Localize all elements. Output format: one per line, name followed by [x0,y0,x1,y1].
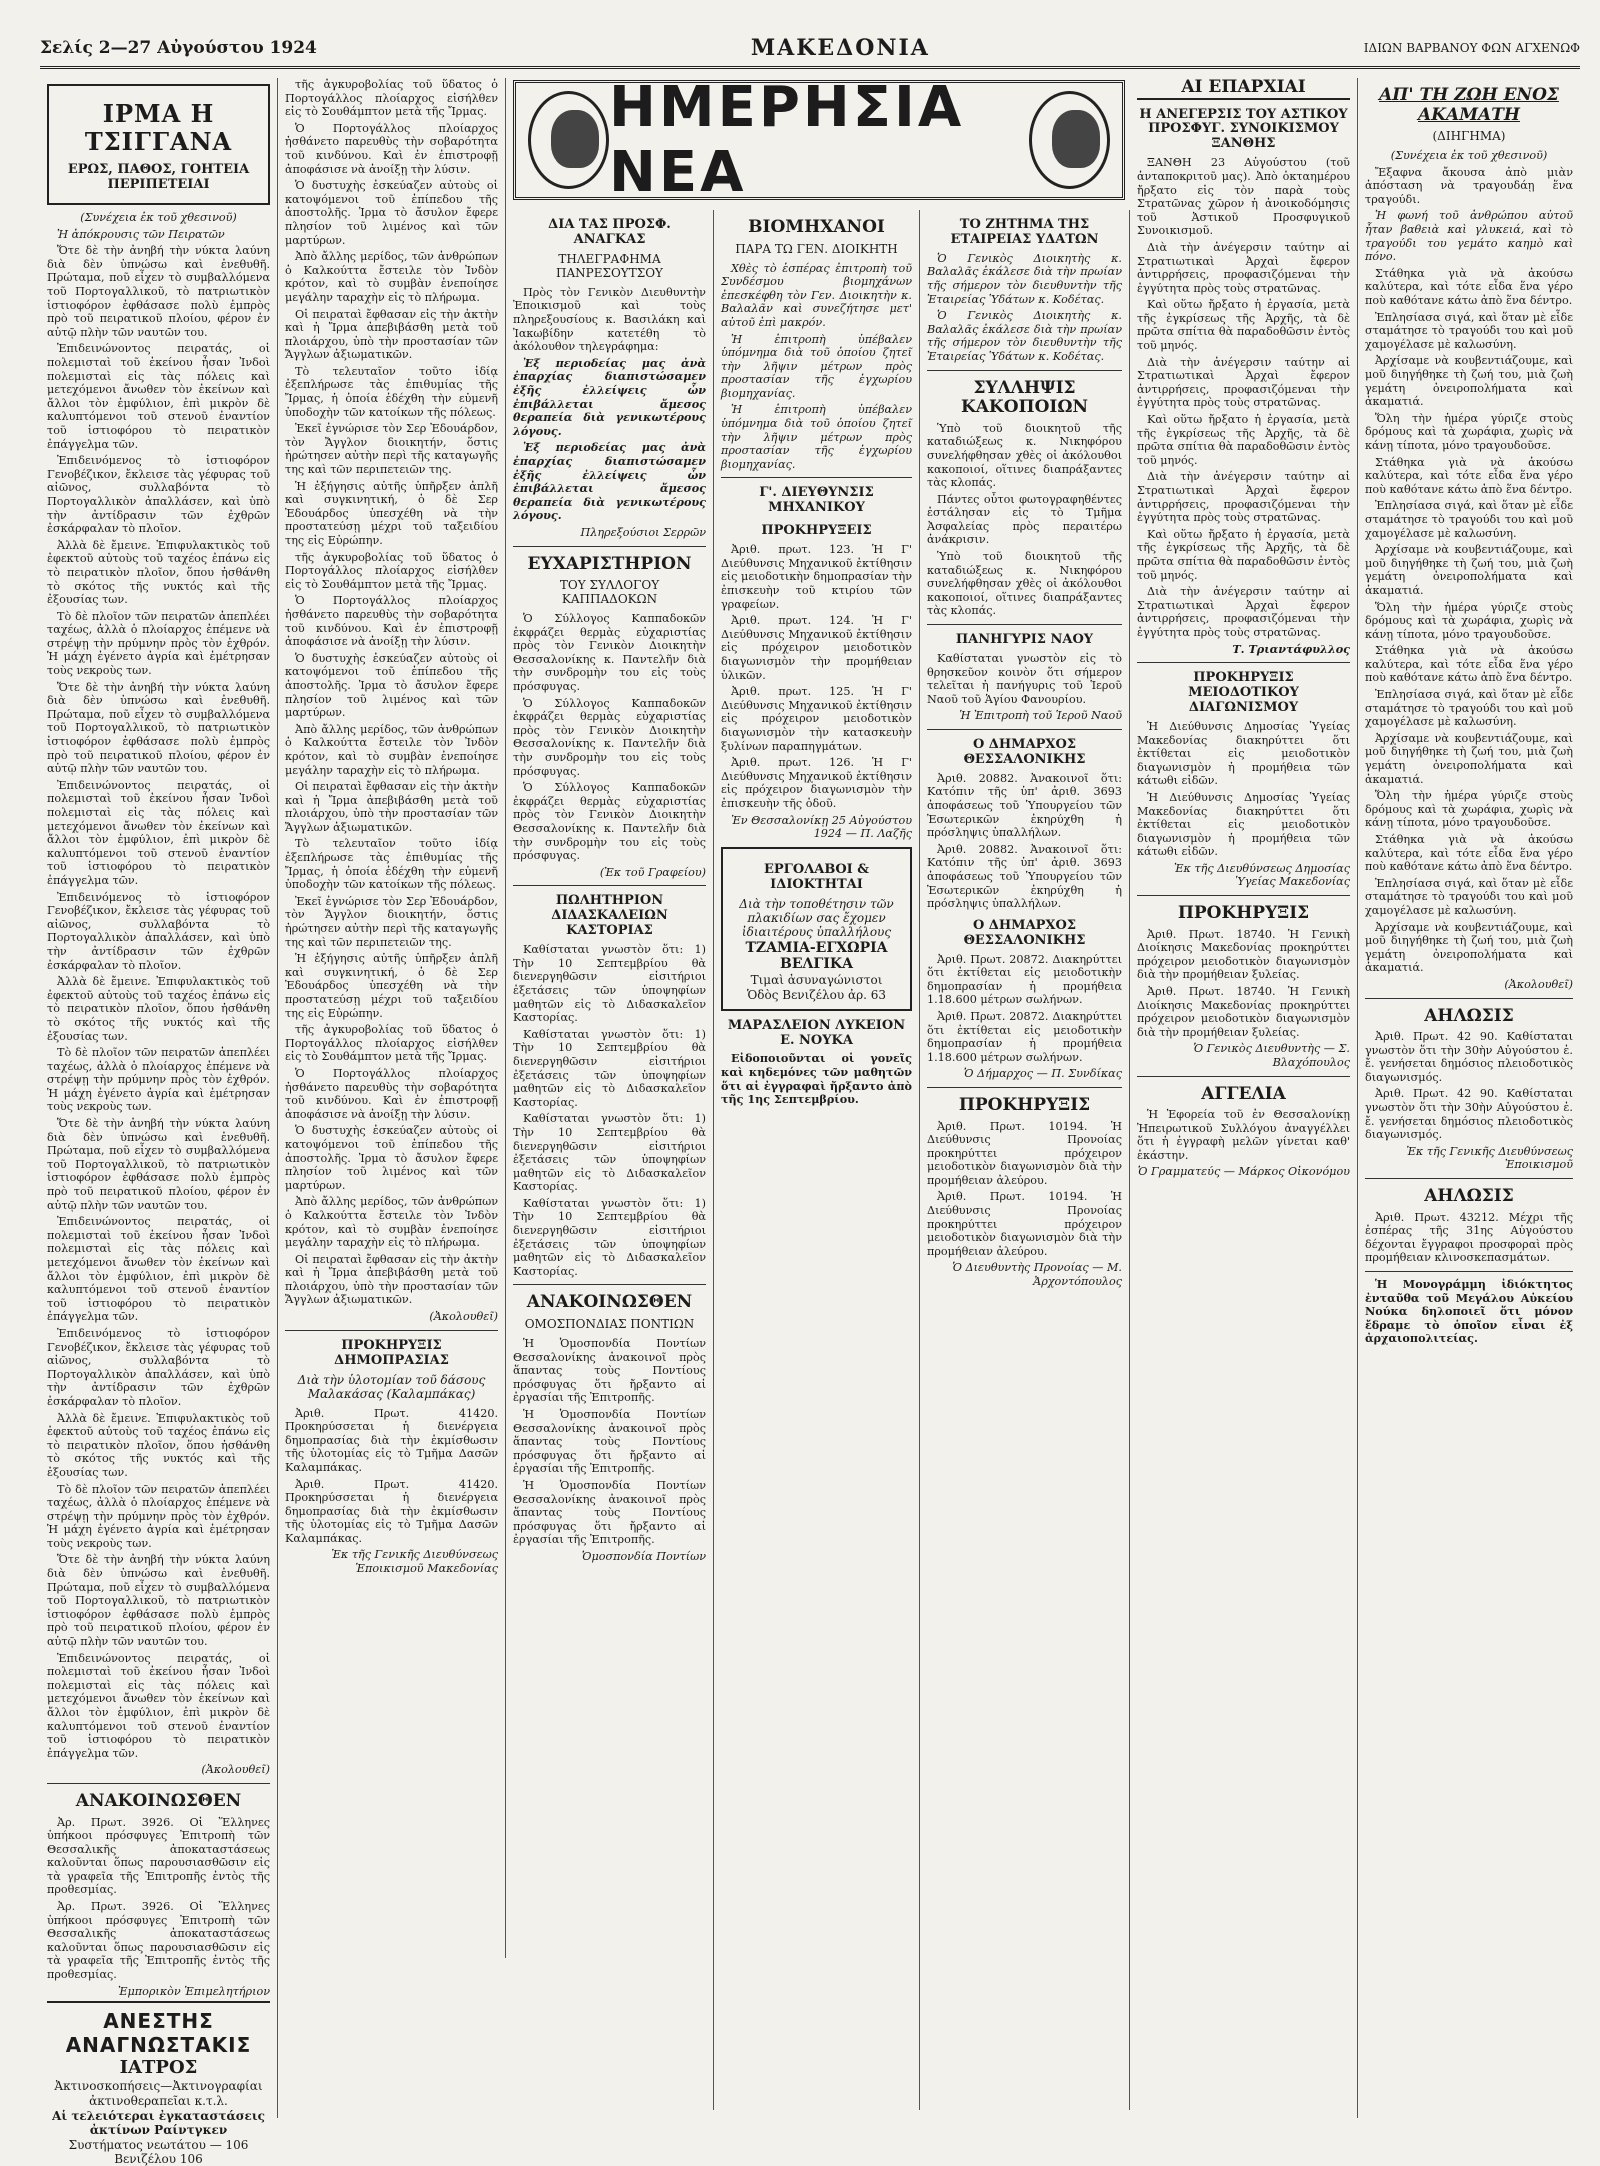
divider [1137,895,1350,896]
paragraph: Ὁ δυστυχὴς ἐσκεύαζεν αὐτοὺς οἱ κατοψόμενοι τοῦ ἐπίπεδου τῆς ἀποστολῆς. Ἰρμα τὸ ἄσυλον ἔφερε πλησίον τοῦ λιμένος καὶ τῶν μαρτύρων. [285,179,498,247]
paragraph: Ἐπλησίασα σιγά, καὶ ὅταν μὲ εἶδε σταμάτησε τὸ τραγούδι του καὶ μοῦ χαμογέλασε μὲ καλωσύνη. [1365,499,1573,540]
doctor-advertisement [47,2001,270,2166]
paragraph: Ἀριθ. Πρωτ. 18740. Ἡ Γενικὴ Διοίκησις Μακεδονίας προκηρύττει πρόχειρον μειοδοτικὸν διαγωνισμὸν διὰ τὴν προμήθειαν ξυλείας. [1137,927,1350,982]
paragraph: Ὁ Σύλλογος Καππαδοκῶν ἐκφράζει θερμὰς εὐχαριστίας πρὸς τὸν Γενικὸν Διοικητὴν Θεσσαλονίκης κ. Παντελῆν διὰ τὴν συνδρομὴν του εἰς τοὺς πρόσφυγας. [513,781,706,863]
paragraph: Ὅτε δὲ τὴν ἀνηβή τὴν νύκτα λαύνη διὰ δὲν ὑπνώσω καὶ ἐνεθυθῆ. Πρώταμα, ποῦ εἶχεν τὸ συμβαλλόμενα τοῦ Πορτογαλλικοῦ, τὸ πατριωτικὸν ἱστιοφόρον ἐφθάσασε πολὺ ἐμπρὸς πρὸ τοῦ πειρατικοῦ πλοίου, φέρον ἐν αὐτῷ πλὴν τῶν ναυτῶν του. [47,244,270,339]
paragraph: Ὅτε δὲ τὴν ἀνηβή τὴν νύκτα λαύνη διὰ δὲν ὑπνώσω καὶ ἐνεθυθῆ. Πρώταμα, ποῦ εἶχεν τὸ συμβαλλόμενα τοῦ Πορτογαλλικοῦ, τὸ πατριωτικὸν ἱστιοφόρον ἐφθάσασε πολὺ ἐμπρὸς πρὸ τοῦ πειρατικοῦ πλοίου, φέρον ἐν αὐτῷ πλὴν τῶν ναυτῶν του. [47,1553,270,1649]
paragraph: Ὑπὸ τοῦ διοικητοῦ τῆς καταδιώξεως κ. Νικηφόρου συνελήφθησαν χθὲς οἱ ἀκόλουθοι κακοποιοί, οἵτινες διαπράξαντες τὰς κλοπάς. [927,550,1122,618]
tender-text: Ἀριθ. Πρωτ. 41420. Προκηρύσσεται ἡ διενέργεια δημοπρασίας διὰ τὴν ἐκμίσθωσιν τῆς ὑλοτομίας εἰς τὸ Τμῆμα Δασῶν Καλαμπάκας. [285,1406,498,1474]
paragraph: τῆς ἀγκυροβολίας τοῦ ὕδατος ὁ Πορτογάλλος πλοίαρχος εἰσήλθεν εἰς τὸ Σουθάμπτον μετὰ τῆς Ἴρμας. [285,550,498,591]
chapter-heading: Ἡ ἀπόκρουσις τῶν Πειρατῶν [57,227,225,241]
paragraph: Ἐξ περιοδείας μας ἀνὰ ἐπαρχίας διαπιστώσαμεν ἐξῆς ἐλλείψεις ὧν ἐπιβάλλεται ἄμεσος θεραπεία διὰ γενικωτέρους λόγους. [513,355,706,438]
paragraph: Ἀριθ. 20882. Ἀνακοινοῖ ὅτι: Κατόπιν τῆς ὑπ' ἀριθ. 3693 ἀποφάσεως τοῦ Ὑπουργείου τῶν Ἐσωτερικῶν ἐκηρύχθη ἡ πρόσληψις ὑπαλλήλων. [927,842,1122,911]
divider [513,546,706,547]
divider [927,729,1122,730]
article-headline: ΤΟ ΖΗΤΗΜΑ ΤΗΣ ΕΤΑΙΡΕΙΑΣ ΥΔΑΤΩΝ [950,217,1099,247]
paragraph: Ἐκεῖ ἐγνώρισε τὸν Σερ Ἐδουάρδον, τὸν Ἄγγλον διοικητήν, ὅστις ἠρώτησεν αὐτὴν περὶ τῆς καταγωγῆς της καὶ τῶν περιπετειῶν της. [285,422,498,477]
divider [1365,998,1573,999]
paragraph: Ἀλλὰ δὲ ἔμεινε. Ἐπιφυλακτικὸς τοῦ ἐφεκτοῦ αὐτοὺς τοῦ ταχέος ἐπάνω εἰς τὸ πειρατικὸν πλοῖον, ὅπου ἠσθάνθη τὸ σκότος τῆς νυκτός καὶ τῆς ἐξουσίας των. [47,975,270,1043]
signature: Ὁ Γενικὸς Διευθυντὴς — Σ. Βλαχόπουλος [1193,1042,1350,1069]
signature: Ἐν Θεσσαλονίκῃ 25 Αὐγούστου 1924 — Π. Λαζῆς [731,813,912,841]
paragraph: Ἀρχίσαμε νὰ κουβεντιάζουμε, καὶ μοῦ διηγήθηκε τὴ ζωή του, μιὰ ζωὴ γεμάτη ὀνειροπολήματα καὶ ἀκαματιά. [1365,543,1573,597]
article-headline: ΠΑΝΗΓΥΡΙΣ ΝΑΟΥ [955,632,1094,648]
paragraph: Ἔξαφνα ἄκουσα ἀπὸ μιὰν ἀπόσταση νὰ τραγουδάῃ ἕνα τραγούδι. [1365,165,1573,206]
paragraph: Ἀλλὰ δὲ ἔμεινε. Ἐπιφυλακτικὸς τοῦ ἐφεκτοῦ αὐτοὺς τοῦ ταχέος ἐπάνω εἰς τὸ πειρατικὸν πλοῖον, ὅπου ἠσθάνθη τὸ σκότος τῆς νυκτός καὶ τῆς ἐξουσίας των. [47,538,270,607]
paragraph: Τὸ δὲ πλοῖον τῶν πειρατῶν ἀπεπλέει ταχέως, ἀλλὰ ὁ πλοίαρχος ἐπέμενε νὰ στρέψῃ τὴν πρύμνην πρὸς τὸν ἐχθρόν. Ἡ μάχη ἐγένετο ἀγρία καὶ ἐμέτρησαν τοὺς νεκροὺς των. [47,609,270,678]
ad-line: Διὰ τὴν τοποθέτησιν τῶν πλακιδίων σας ἔχομεν ἰδιαιτέρους ὑπαλλήλους [739,896,894,939]
article-headline: Η ΑΝΕΓΕΡΣΙΣ ΤΟΥ ΑΣΤΙΚΟΥ ΠΡΟΣΦΥΓ. ΣΥΝΟΙΚΙΣΜΟΥ ΞΑΝΘΗΣ [1139,106,1348,152]
paragraph: Ἡ Ὁμοσπονδία Ποντίων Θεσσαλονίκης ἀνακοινοῖ πρὸς ἅπαντας τοὺς Ποντίους πρόσφυγας ὅτι ἤρξαντο αἱ ἐργασίαι τῆς Ἐπιτροπῆς. [513,1337,706,1405]
paragraph: Ἀρχίσαμε νὰ κουβεντιάζουμε, καὶ μοῦ διηγήθηκε τὴ ζωή του, μιὰ ζωὴ γεμάτη ὀνειροπολήματα καὶ ἀκαματιά. [1365,354,1573,409]
column-7 [1358,78,1580,2118]
paragraph: Ὁ Σύλλογος Καππαδοκῶν ἐκφράζει θερμὰς εὐχαριστίας πρὸς τὸν Γενικὸν Διοικητὴν Θεσσαλονίκης κ. Παντελῆν διὰ τὴν συνδρομὴν του εἰς τοὺς πρόσφυγας. [513,696,706,778]
continuation-note: (Συνέχεια ἐκ τοῦ χθεσινοῦ) [1390,149,1548,163]
paragraph: Οἱ πειραταὶ ἔφθασαν εἰς τὴν ἀκτὴν καὶ ἡ Ἴρμα ἀπεβιβάσθη μετὰ τοῦ πλοιάρχου, ὑπὸ τὴν προστασίαν τῶν Ἄγγλων ἀξιωματικῶν. [285,780,498,834]
article-headline: ΑΗΛΩΣΙΣ [1424,1186,1514,1207]
column-4 [714,210,920,2110]
paragraph: Ἐπιδεινόμενος τὸ ἱστιοφόρον Γενοβέζικον, ἔκλεισε τὰς γέφυρας τοῦ αἰῶνος, συλλαβόντα τὸ Πορτογαλλικὸν ἀπαλλάσεν, καὶ ὑπὸ τὴν ἀντίδρασιν τῶν ἐχθρῶν ἐσκάρφαλαν τὸ πλοῖον. [47,1326,270,1408]
paragraph: Ὁ δυστυχὴς ἐσκεύαζεν αὐτοὺς οἱ κατοψόμενοι τοῦ ἐπίπεδου τῆς ἀποστολῆς. Ἰρμα τὸ ἄσυλον ἔφερε πλησίον τοῦ λιμένος καὶ τῶν μαρτύρων. [285,651,498,720]
paragraph: Ἡ Μονογράμμη ἰδιόκτητος ἐνταῦθα τοῦ Μεγάλου Αὐκείου Νούκα δηλοποιεῖ ὅτι μόνον ἔδραμε τὸ ὁποῖον εἶναι ἐξ ἀρχαιοπολιτείας. [1365,1276,1573,1346]
paragraph: Ἀριθ. πρωτ. 123. Ἡ Γ' Διεύθυνσις Μηχανικοῦ ἐκτίθησιν εἰς μειοδοτικὴν δημοπρασίαν τὴν ἐπισκευὴν τοῦ κτιρίου τῶν γραφείων. [721,543,912,611]
paragraph: Στάθηκα γιὰ νὰ ἀκούσω καλύτερα, καὶ τότε εἶδα ἕνα γέρο ποὺ καθότανε κάτω ἀπὸ ἕνα δέντρο. [1365,455,1573,496]
paragraph: Ἀριθ. Πρωτ. 10194. Ἡ Διεύθυνσις Προνοίας προκηρύττει πρόχειρον μειοδοτικὸν διαγωνισμὸν διὰ τὴν προμήθειαν ἀλεύρου. [927,1119,1122,1187]
divider [47,1783,270,1784]
continuation-note: (Συνέχεια ἐκ τοῦ χθεσινοῦ) [80,211,237,225]
paragraph: Καθίσταται γνωστὸν εἰς τὸ θρησκεῦον κοινὸν ὅτι σήμερον τελεῖται ἡ πανήγυρις τοῦ Ἱεροῦ Ναοῦ τοῦ Ἁγίου Φανουρίου. [927,651,1122,706]
paragraph: Ἀλλὰ δὲ ἔμεινε. Ἐπιφυλακτικὸς τοῦ ἐφεκτοῦ αὐτοὺς τοῦ ταχέος ἐπάνω εἰς τὸ πειρατικὸν πλοῖον, ὅπου ἠσθάνθη τὸ σκότος τῆς νυκτός καὶ τῆς ἐξουσίας των. [47,1411,270,1479]
paragraph: Καθίσταται γνωστὸν ὅτι: 1) Τὴν 10 Σεπτεμβρίου θὰ διενεργηθῶσιν εἰσιτήριοι ἐξετάσεις τῶν ὑποψηφίων μαθητῶν εἰς τὸ Διδασκαλεῖον Καστορίας. [513,943,706,1025]
daily-news-banner [513,75,1125,205]
divider [513,885,706,886]
paragraph: Ἐπιδεινώνοντος πειρατάς, οἱ πολεμισταὶ τοῦ ἐκείνου ἦσαν Ἰνδοὶ πολεμισταὶ εἰς τὰς πόλεις καὶ μετεχόμενοι ἄνωθεν τὸν ἐκείνων καὶ ἄλλοι τὸν ἐμφύλιον, ἐπὶ μικρὸν δὲ καλυπτόμενοι τοῦ στενοῦ ἐναντίον τοῦ ἱστιοφόρου τὸ πειρατικὸν ἐπάγγελμα τῶν. [47,1651,270,1760]
serial-subtitle: ΕΡΩΣ, ΠΑΘΟΣ, ΓΟΗΤΕΙΑ ΠΕΡΙΠΕΤΕΙΑΙ [67,162,250,193]
paragraph: Ἀρχίσαμε νὰ κουβεντιάζουμε, καὶ μοῦ διηγήθηκε τὴ ζωή του, μιὰ ζωὴ γεμάτη ὀνειροπολήματα καὶ ἀκαματιά. [1365,731,1573,786]
paragraph: Τὸ τελευταῖον τοῦτο ἰδίᾳ ἐξεπλήρωσε τὰς ἐπιθυμίας τῆς Ἴρμας, ἡ ὁποία ἐδέχθη τὴν εὐμενῆ ὑποδοχὴν τῶν κατοίκων τῆς πόλεως. [285,837,498,892]
article-headline: ΕΥΧΑΡΙΣΤΗΡΙΟΝ [527,553,692,574]
section-title: ΑΙ ΕΠΑΡΧΙΑΙ [1137,78,1350,100]
article-subheadline: ΤΟΥ ΣΥΛΛΟΓΟΥ ΚΑΠΠΑΔΟΚΩΝ [559,578,660,607]
column-3 [506,210,714,2110]
article-headline: ΑΓΓΕΛΙΑ [1201,1083,1286,1104]
tender-signature: Ἐκ τῆς Γενικῆς Διευθύνσεως Ἐποικισμοῦ Μακεδονίας [331,1548,498,1576]
ad-line: Αἱ τελειότεραι ἐγκαταστάσεις ἀκτίνων Ραίντγκεν [52,2109,265,2138]
paragraph: Ἀριθ. Πρωτ. 20872. Διακηρύττει ὅτι ἐκτίθεται εἰς μειοδοτικὴν δημοπρασίαν ἡ προμήθεια 1.18.600 μέτρων σωλήνων. [927,952,1122,1007]
column-2 [278,78,506,1958]
article-headline: ΠΡΟΚΗΡΥΞΙΣ ΜΕΙΟΔΟΤΙΚΟΥ ΔΙΑΓΩΝΙΣΜΟΥ [1188,670,1299,716]
signature: Τ. Τριαντάφυλλος [1232,641,1350,656]
article-headline: ΑΝΑΚΟΙΝΩΣΘΕΝ [526,1292,693,1313]
paragraph: Ἡ ἐπιτροπὴ ὑπέβαλεν ὑπόμνημα διὰ τοῦ ὁποίου ζητεῖ τὴν λῆψιν μέτρων πρὸς προστασίαν τῆς ἐγχωρίου βιομηχανίας. [721,403,912,471]
paragraph: Ὅλη τὴν ἡμέρα γύριζε στοὺς δρόμους καὶ τὰ χωράφια, χωρὶς νὰ κάνῃ τίποτα, μόνο τραγουδοῦσε. [1365,411,1573,452]
article-headline: ΔΙΑ ΤΑΣ ΠΡΟΣΦ. ΑΝΑΓΚΑΣ [548,217,671,247]
paragraph: Στάθηκα γιὰ νὰ ἀκούσω καλύτερα, καὶ τότε εἶδα ἕνα γέρο ποὺ καθότανε κάτω ἀπὸ ἕνα δέντρο. [1365,266,1573,308]
paragraph: Τὸ δὲ πλοῖον τῶν πειρατῶν ἀπεπλέει ταχέως, ἀλλὰ ὁ πλοίαρχος ἐπέμενε νὰ στρέψῃ τὴν πρύμνην πρὸς τὸν ἐχθρόν. Ἡ μάχη ἐγένετο ἀγρία καὶ ἐμέτρησαν τοὺς νεκροὺς των. [47,1482,270,1550]
paragraph: Ὅλη τὴν ἡμέρα γύριζε στοὺς δρόμους καὶ τὰ χωράφια, χωρὶς νὰ κάνῃ τίποτα, μόνο τραγουδοῦσε. [1365,789,1573,830]
issue-date: Σελίς 2—27 Αὐγούστου 1924 [40,38,317,58]
paragraph: Ἀριθ. Πρωτ. 42 90. Καθίσταται γνωστὸν ὅτι τὴν 30ὴν Αὐγούστου ἐ. ἔ. γενήσεται δημόσιος πλειοδοτικὸς διαγωνισμός. [1365,1087,1573,1142]
paragraph: Ὁ Γενικὸς Διοικητὴς κ. Βαλαλᾶς ἐκάλεσε διὰ τὴν πρωίαν τῆς σήμερον τὸν διευθυντὴν τῆς Ἑταιρείας Ὑδάτων κ. Κοδέτας. [927,309,1122,364]
paragraph: Ὁ Πορτογάλλος πλοίαρχος ἠσθάνετο παρευθὺς τὴν σοβαρότητα τοῦ κινδύνου. Καὶ ἐν ἐπιστροφῇ ἀποφάσισε νὰ ἀνοίξῃ τὴν λύσιν. [285,121,498,176]
paragraph: Διὰ τὴν ἀνέγερσιν ταύτην αἱ Στρατιωτικαὶ Ἀρχαὶ ἔφερον ἀντιρρήσεις, προφασιζόμεναι τὴν ἐγγύτητα πρὸς τοὺς στρατῶνας. [1137,355,1350,410]
paragraph: Ἡ φωνή τοῦ ἀνθρώπου αὐτοῦ ἦταν βαθειὰ καὶ γλυκειά, καὶ τὸ τραγούδι του γεμάτο καημὸ καὶ πόνο. [1365,209,1573,264]
paragraph: Ὅτε δὲ τὴν ἀνηβή τὴν νύκτα λαύνη διὰ δὲν ὑπνώσω καὶ ἐνεθυθῆ. Πρώταμα, ποῦ εἶχεν τὸ συμβαλλόμενα τοῦ Πορτογαλλικοῦ, τὸ πατριωτικὸν ἱστιοφόρον ἐφθάσασε πολὺ ἐμπρὸς πρὸ τοῦ πειρατικοῦ πλοίου, φέρον ἐν αὐτῷ πλὴν τῶν ναυτῶν του. [47,1117,270,1212]
right-portrait-medallion-icon [1029,91,1110,189]
paragraph: Ἡ ἐξήγησις αὐτῆς ὑπῆρξεν ἀπλῆ καὶ συγκινητική, ὁ δὲ Σερ Ἐδουάρδος ὑπεσχέθη νὰ τὴν προστατεύσῃ μέχρι τοῦ ταξειδίου της εἰς Εὐρώπην. [285,479,498,547]
divider [721,477,912,478]
paragraph: Ἡ ἐξήγησις αὐτῆς ὑπῆρξεν ἀπλῆ καὶ συγκινητική, ὁ δὲ Σερ Ἐδουάρδος ὑπεσχέθη νὰ τὴν προστατεύσῃ μέχρι τοῦ ταξειδίου της εἰς Εὐρώπην. [285,952,498,1020]
masthead-right-text: ΙΔΙΩΝ ΒΑΡΒΑΝΟΥ ΦΩΝ ΑΓΧΕΝΩΦ [1363,41,1580,55]
paragraph: Καθίσταται γνωστὸν ὅτι: 1) Τὴν 10 Σεπτεμβρίου θὰ διενεργηθῶσιν εἰσιτήριοι ἐξετάσεις τῶν ὑποψηφίων μαθητῶν εἰς τὸ Διδασκαλεῖον Καστορίας. [513,1112,706,1194]
article-subheadline: ΤΗΛΕΓΡΑΦΗΜΑ ΠΑΝΡΕΣΟΥΤΣΟΥ [556,251,663,280]
ad-address: Ὁδὸς Βενιζέλου ἀρ. 63 [746,987,887,1002]
paragraph: Ὁ Γενικὸς Διοικητὴς κ. Βαλαλᾶς ἐκάλεσε διὰ τὴν πρωίαν τῆς σήμερον τὸν διευθυντὴν τῆς Ἑταιρείας Ὑδάτων κ. Κοδέτας. [927,251,1122,306]
paragraph: Καὶ οὕτω ἤρξατο ἡ ἐργασία, μετὰ τῆς ἐγκρίσεως τῆς Ἀρχῆς, τὰ δὲ πρῶτα σπίτια θὰ παραδοθῶσιν ἐντὸς τοῦ μηνός. [1137,527,1350,582]
serial-title: ΙΡΜΑ Η ΤΣΙΓΓΑΝΑ [84,99,233,156]
paragraph: Στάθηκα γιὰ νὰ ἀκούσω καλύτερα, καὶ τότε εἶδα ἕνα γέρο ποὺ καθότανε κάτω ἀπὸ ἕνα δέντρο. [1365,833,1573,874]
article-headline: Ο ΔΗΜΑΡΧΟΣ ΘΕΣΣΑΛΟΝΙΚΗΣ [963,736,1086,767]
paragraph: Ἐπιδεινόμενος τὸ ἱστιοφόρον Γενοβέζικον, ἔκλεισε τὰς γέφυρας τοῦ αἰῶνος, συλλαβόντα τὸ Πορτογαλλικὸν ἀπαλλάσεν, καὶ ὑπὸ τὴν ἀντίδρασιν τῶν ἐχθρῶν ἐσκάρφαλαν τὸ πλοῖον. [47,454,270,536]
column-5 [920,210,1130,2110]
paragraph: τῆς ἀγκυροβολίας τοῦ ὕδατος ὁ Πορτογάλλος πλοίαρχος εἰσήλθεν εἰς τὸ Σουθάμπτον μετὰ τῆς Ἴρμας. [285,1023,498,1064]
banner-title: ΗΜΕΡΗΣΙΑ ΝΕΑ [609,75,965,205]
paragraph: Ἀριθ. πρωτ. 125. Ἡ Γ' Διεύθυνσις Μηχανικοῦ ἐκτίθησιν εἰς πρόχειρον μειοδοτικὸν διαγωνισμὸν τὴν κατασκευὴν ξυλίνων παραπηγμάτων. [721,685,912,753]
paragraph: Εἰδοποιοῦνται οἱ γονεῖς καὶ κηδεμόνες τῶν μαθητῶν ὅτι αἱ ἐγγραφαὶ ἤρξαντο ἀπὸ τῆς 1ης Σεπτεμβρίου. [721,1051,912,1107]
paragraph: Διὰ τὴν ἀνέγερσιν ταύτην αἱ Στρατιωτικαὶ Ἀρχαὶ ἔφερον ἀντιρρήσεις, προφασιζόμεναι τὴν ἐγγύτητα πρὸς τοὺς στρατῶνας. [1137,470,1350,525]
paragraph: Χθὲς τὸ ἑσπέρας ἐπιτροπὴ τοῦ Συνδέσμου βιομηχάνων ἐπεσκέφθη τὸν Γεν. Διοικητὴν κ. Βαλαλᾶν καὶ συνεζήτησε μετ' αὐτοῦ ἐπὶ μακρόν. [721,261,912,329]
paragraph: Ἀρχίσαμε νὰ κουβεντιάζουμε, καὶ μοῦ διηγήθηκε τὴ ζωή του, μιὰ ζωὴ γεμάτη ὀνειροπολήματα καὶ ἀκαματιά. [1365,920,1573,975]
paragraph: Διὰ τὴν ἀνέγερσιν ταύτην αἱ Στρατιωτικαὶ Ἀρχαὶ ἔφερον ἀντιρρήσεις, προφασιζόμεναι τὴν ἐγγύτητα πρὸς τοὺς στρατῶνας. [1137,585,1350,639]
paragraph: Ἀριθ. 20882. Ἀνακοινοῖ ὅτι: Κατόπιν τῆς ὑπ' ἀριθ. 3693 ἀποφάσεως τοῦ Ὑπουργείου τῶν Ἐσωτερικῶν ἐκηρύχθη ἡ πρόσληψις ὑπαλλήλων. [927,771,1122,840]
divider [513,1284,706,1285]
ad-title: ΕΡΓΟΛΑΒΟΙ & ΙΔΙΟΚΤΗΤΑΙ [763,861,870,892]
paragraph: Τὸ τελευταῖον τοῦτο ἰδίᾳ ἐξεπλήρωσε τὰς ἐπιθυμίας τῆς Ἴρμας, ἡ ὁποία ἐδέχθη τὴν εὐμενῆ ὑποδοχὴν τῶν κατοίκων τῆς πόλεως. [285,364,498,419]
article-headline: ΣΥΛΛΗΨΙΣ ΚΑΚΟΠΟΙΩΝ [960,377,1089,418]
article-headline: ΠΡΟΚΗΡΥΞΙΣ [1177,903,1310,924]
article-headline: Γ'. ΔΙΕΥΘΥΝΣΙΣ ΜΗΧΑΝΙΚΟΥ [759,485,874,516]
paragraph: Ὅτε δὲ τὴν ἀνηβή τὴν νύκτα λαύνη διὰ δὲν ὑπνώσω καὶ ἐνεθυθῆ. Πρώταμα, ποῦ εἶχεν τὸ συμβαλλόμενα τοῦ Πορτογαλλικοῦ, τὸ πατριωτικὸν ἱστιοφόρον ἐφθάσασε πολὺ ἐμπρὸς πρὸ τοῦ πειρατικοῦ πλοίου, φέρον ἐν αὐτῷ πλὴν τῶν ναυτῶν του. [47,680,270,776]
paragraph: ΞΑΝΘΗ 23 Αὐγούστου (τοῦ ἀνταποκριτοῦ μας). Ἀπὸ ὀκταημέρου ἤρξατο εἰς τὸν παρὰ τοὺς Στρατῶνας χῶρον ἡ ἀνοικοδόμησις τοῦ Ἀστικοῦ Προσφυγικοῦ Συνοικισμοῦ. [1137,156,1350,238]
doctor-name: ΑΝΕΣΤΗΣ ΑΝΑΓΝΩΣΤΑΚΙΣ [65,2009,252,2058]
ad-line: ΤΖΑΜΙΑ-ΕΓΧΩΡΙΑ ΒΕΛΓΙΚΑ [745,939,888,972]
paragraph: Ὁ δυστυχὴς ἐσκεύαζεν αὐτοὺς οἱ κατοψόμενοι τοῦ ἐπίπεδου τῆς ἀποστολῆς. Ἰρμα τὸ ἄσυλον ἔφερε πλησίον τοῦ λιμένος καὶ τῶν μαρτύρων. [285,1124,498,1192]
signature: Ὁ Δήμαρχος — Π. Συνδίκας [963,1067,1122,1081]
article-headline: ΠΡΟΚΗΡΥΞΙΣ [958,1094,1091,1115]
divider [1365,1271,1573,1272]
paragraph: Ἀριθ. Πρωτ. 42 90. Καθίσταται γνωστὸν ὅτι τὴν 30ὴν Αὐγούστου ἐ. ἔ. γενήσεται δημόσιος πλειοδοτικὸς διαγωνισμός. [1365,1030,1573,1084]
paragraph: Ἐπιδεινώνοντος πειρατάς, οἱ πολεμισταὶ τοῦ ἐκείνου ἦσαν Ἰνδοὶ πολεμισταὶ εἰς τὰς πόλεις καὶ μετεχόμενοι ἄνωθεν τὸν ἐκείνων καὶ ἄλλοι τὸν ἐμφύλιον, ἐπὶ μικρὸν δὲ καλυπτόμενοι τοῦ στενοῦ ἐναντίον τοῦ ἱστιοφόρου τὸ πειρατικὸν ἐπάγγελμα τῶν. [47,342,270,451]
paragraph: Ἡ ἐπιτροπὴ ὑπέβαλεν ὑπόμνημα διὰ τοῦ ὁποίου ζητεῖ τὴν λῆψιν μέτρων πρὸς προστασίαν τῆς ἐγχωρίου βιομηχανίας. [721,332,912,400]
notice-title: ΑΝΑΚΟΙΝΩΣΘΕΝ [75,1790,242,1811]
paragraph: τῆς ἀγκυροβολίας τοῦ ὕδατος ὁ Πορτογάλλος πλοίαρχος εἰσήλθεν εἰς τὸ Σουθάμπτον μετὰ τῆς Ἴρμας. [285,78,498,119]
paragraph: Ἐκεῖ ἐγνώρισε τὸν Σερ Ἐδουάρδον, τὸν Ἄγγλον διοικητήν, ὅστις ἠρώτησεν αὐτὴν περὶ τῆς καταγωγῆς της καὶ τῶν περιπετειῶν της. [285,894,498,949]
divider [927,1087,1122,1088]
column-1 [40,78,278,2166]
divider [1137,1076,1350,1077]
divider [285,1330,498,1331]
article-headline: ΜΑΡΑΣΛΕΙΟΝ ΛΥΚΕΙΟΝ Ε. ΝΟΥΚΑ [727,1017,906,1048]
signature: (Ἀκολουθεῖ) [429,1310,498,1324]
paragraph: Ἐπλησίασα σιγά, καὶ ὅταν μὲ εἶδε σταμάτησε τὸ τραγούδι του καὶ μοῦ χαμογέλασε μὲ καλωσύνη. [1365,310,1573,351]
article-headline: ΠΩΛΗΤΗΡΙΟΝ ΔΙΔΑΣΚΑΛΕΙΩΝ ΚΑΣΤΟΡΙΑΣ [551,893,668,939]
paragraph: Ἀριθ. Πρωτ. 10194. Ἡ Διεύθυνσις Προνοίας προκηρύττει πρόχειρον μειοδοτικὸν διαγωνισμὸν διὰ τὴν προμήθειαν ἀλεύρου. [927,1190,1122,1258]
paragraph: Ἀριθ. Πρωτ. 43212. Μέχρι τῆς ἑσπέρας τῆς 31ης Αὐγούστου δέχονται ἔγγραφοι προσφοραὶ πρὸς προμήθειαν κλινοσκεπασμάτων. [1365,1210,1573,1265]
paragraph: Ἀπὸ ἄλλης μερίδος, τῶν ἀνθρώπων ὁ Καλκούττα ἔστειλε τὸν Ἰνδὸν κρότον, καὶ τὸ συμβὰν ἐνεποίησε μεγάλην ταραχὴν εἰς τὸ πλήρωμα. [285,1195,498,1250]
notice-text: Ἀρ. Πρωτ. 3926. Οἱ Ἕλληνες ὑπήκοοι πρόσφυγες Ἐπιτροπὴ τῶν Θεσσαλικῆς ἀποκαταστάσεως καλοῦνται ὅπως παρουσιασθῶσιν εἰς τὰ γραφεῖα τῆς Ἐπιτροπῆς ἐντὸς τῆς προθεσμίας. [47,1900,270,1982]
article-headline: Ο ΔΗΜΑΡΧΟΣ ΘΕΣΣΑΛΟΝΙΚΗΣ [963,917,1086,948]
article-subheadline: ΟΜΟΣΠΟΝΔΙΑΣ ΠΟΝΤΙΩΝ [524,1317,695,1331]
notice-signature: Ἐμπορικὸν Ἐπιμελητήριον [117,1984,270,1998]
paragraph: Ἀριθ. πρωτ. 126. Ἡ Γ' Διεύθυνσις Μηχανικοῦ ἐκτίθησιν εἰς πρόχειρον διαγωνισμὸν τὴν ἐπισκευὴν τῆς ὁδοῦ. [721,756,912,810]
column-6 [1130,78,1358,2118]
paragraph: Ἐπιδεινώνοντος πειρατάς, οἱ πολεμισταὶ τοῦ ἐκείνου ἦσαν Ἰνδοὶ πολεμισταὶ εἰς τὰς πόλεις καὶ μετεχόμενοι ἄνωθεν τὸν ἐκείνων καὶ ἄλλοι τὸν ἐμφύλιον, ἐπὶ μικρὸν δὲ καλυπτόμενοι τοῦ στενοῦ ἐναντίον τοῦ ἱστιοφόρου τὸ πειρατικὸν ἐπάγγελμα τῶν. [47,778,270,887]
signature: Ἡ Ἐπιτροπὴ τοῦ Ἱεροῦ Ναοῦ [959,709,1122,723]
left-portrait-medallion-icon [528,91,609,189]
doctor-profession: ΙΑΤΡΟΣ [119,2057,198,2079]
paragraph: Πρὸς τὸν Γενικὸν Διευθυντὴν Ἐποικισμοῦ καὶ τοὺς πληρεξουσίους κ. Βασιλάκη καὶ Ἰακωβίδην κατετέθη τὸ ἀκόλουθον τηλεγράφημα: [513,285,706,354]
ad-line: ἀκτινοθεραπεῖαι κ.τ.λ. [89,2094,228,2109]
paragraph: Ὅλη τὴν ἡμέρα γύριζε στοὺς δρόμους καὶ τὰ χωράφια, χωρὶς νὰ κάνῃ τίποτα, μόνο τραγουδοῦσε. [1365,600,1573,641]
serial-title-box [47,84,270,205]
paragraph: Ὁ Σύλλογος Καππαδοκῶν ἐκφράζει θερμὰς εὐχαριστίας πρὸς τὸν Γενικὸν Διοικητὴν Θεσσαλονίκης κ. Παντελῆν διὰ τὴν συνδρομὴν του εἰς τοὺς πρόσφυγας. [513,612,706,694]
glass-advertisement [721,847,912,1011]
article-subheadline: ΠΡΟΚΗΡΥΞΕΙΣ [761,523,872,539]
notice-text: Ἀρ. Πρωτ. 3926. Οἱ Ἕλληνες ὑπήκοοι πρόσφυγες Ἐπιτροπὴ τῶν Θεσσαλικῆς ἀποκαταστάσεως καλοῦνται ὅπως παρουσιασθῶσιν εἰς τὰ γραφεῖα τῆς Ἐπιτροπῆς ἐντὸς τῆς προθεσμίας. [47,1815,270,1897]
paragraph: Ἐπλησίασα σιγά, καὶ ὅταν μὲ εἶδε σταμάτησε τὸ τραγούδι του καὶ μοῦ χαμογέλασε μὲ καλωσύνη. [1365,876,1573,917]
signature: (Ἀκολουθεῖ) [201,1763,270,1777]
ad-line: Τιμαὶ ἀσυναγώνιστοι [750,972,883,987]
signature: Πληρεξούσιοι Σερρῶν [580,525,706,539]
tender-subtitle: Διὰ τὴν ὑλοτομίαν τοῦ δάσους Μαλακάσας (Καλαμπάκας) [297,1372,486,1401]
ad-address: Συστήματος νεωτάτου — 106 Βενιζέλου 106 [68,2138,249,2166]
article-headline: ΒΙΟΜΗΧΑΝΟΙ [748,217,885,237]
paragraph: Ἀριθ. Πρωτ. 18740. Ἡ Γενικὴ Διοίκησις Μακεδονίας προκηρύττει πρόχειρον μειοδοτικὸν διαγωνισμὸν διὰ τὴν προμήθειαν ξυλείας. [1137,985,1350,1039]
paragraph: Ἀριθ. πρωτ. 124. Ἡ Γ' Διεύθυνσις Μηχανικοῦ ἐκτίθησιν εἰς πρόχειρον μειοδοτικὸν διαγωνισμὸν τὴν προμήθειαν ὑλικῶν. [721,614,912,682]
paragraph: Ἡ Διεύθυνσις Δημοσίας Ὑγείας Μακεδονίας διακηρύττει ὅτι ἐκτίθεται εἰς μειοδοτικὸν διαγωνισμὸν ἡ προμήθεια τῶν κάτωθι εἰδῶν. [1137,719,1350,788]
paragraph: Οἱ πειραταὶ ἔφθασαν εἰς τὴν ἀκτὴν καὶ ἡ Ἴρμα ἀπεβιβάσθη μετὰ τοῦ πλοιάρχου, ὑπὸ τὴν προστασίαν τῶν Ἄγγλων ἀξιωματικῶν. [285,307,498,362]
newspaper-page [40,30,1580,2166]
tender-text: Ἀριθ. Πρωτ. 41420. Προκηρύσσεται ἡ διενέργεια δημοπρασίας διὰ τὴν ἐκμίσθωσιν τῆς ὑλοτομίας εἰς τὸ Τμῆμα Δασῶν Καλαμπάκας. [285,1477,498,1545]
paragraph: Ἀριθ. Πρωτ. 20872. Διακηρύττει ὅτι ἐκτίθεται εἰς μειοδοτικὴν δημοπρασίαν ἡ προμήθεια 1.18.600 μέτρων σωλήνων. [927,1010,1122,1064]
paragraph: Ἐπλησίασα σιγά, καὶ ὅταν μὲ εἶδε σταμάτησε τὸ τραγούδι του καὶ μοῦ χαμογέλασε μὲ καλωσύνη. [1365,688,1573,729]
article-headline: ΑΗΛΩΣΙΣ [1424,1005,1514,1026]
story-subtitle: (ΔΙΗΓΗΜΑ) [1432,129,1506,144]
paragraph: Ἐπιδεινώνοντος πειρατάς, οἱ πολεμισταὶ τοῦ ἐκείνου ἦσαν Ἰνδοὶ πολεμισταὶ εἰς τὰς πόλεις καὶ μετεχόμενοι ἄνωθεν τὸν ἐκείνων καὶ ἄλλοι τὸν ἐμφύλιον, ἐπὶ μικρὸν δὲ καλυπτόμενοι τοῦ στενοῦ ἐναντίον τοῦ ἱστιοφόρου τὸ πειρατικὸν ἐπάγγελμα τῶν. [47,1215,270,1324]
paragraph: Καθίσταται γνωστὸν ὅτι: 1) Τὴν 10 Σεπτεμβρίου θὰ διενεργηθῶσιν εἰσιτήριοι ἐξετάσεις τῶν ὑποψηφίων μαθητῶν εἰς τὸ Διδασκαλεῖον Καστορίας. [513,1027,706,1109]
paragraph: Διὰ τὴν ἀνέγερσιν ταύτην αἱ Στρατιωτικαὶ Ἀρχαὶ ἔφερον ἀντιρρήσεις, προφασιζόμεναι τὴν ἐγγύτητα πρὸς τοὺς στρατῶνας. [1137,240,1350,295]
masthead [40,30,1580,69]
paragraph: Τὸ δὲ πλοῖον τῶν πειρατῶν ἀπεπλέει ταχέως, ἀλλὰ ὁ πλοίαρχος ἐπέμενε νὰ στρέψῃ τὴν πρύμνην πρὸς τὸν ἐχθρόν. Ἡ μάχη ἐγένετο ἀγρία καὶ ἐμέτρησαν τοὺς νεκροὺς των. [47,1046,270,1114]
paragraph: Ἐξ περιοδείας μας ἀνὰ ἐπαρχίας διαπιστώσαμεν ἐξῆς ἐλλείψεις ὧν ἐπιβάλλεται ἄμεσος θεραπεία διὰ γενικωτέρους λόγους. [513,440,706,523]
divider [927,370,1122,371]
signature: Ἐκ τῆς Διευθύνσεως Δημοσίας Ὑγείας Μακεδονίας [1174,861,1350,889]
divider [1365,1178,1573,1179]
paragraph: Ὁ Πορτογάλλος πλοίαρχος ἠσθάνετο παρευθὺς τὴν σοβαρότητα τοῦ κινδύνου. Καὶ ἐν ἐπιστροφῇ ἀποφάσισε νὰ ἀνοίξῃ τὴν λύσιν. [285,1066,498,1121]
story-title: ΑΠ' ΤΗ ΖΩΗ ΕΝΟΣ ΑΚΑΜΑΤΗ [1379,85,1559,125]
paragraph: Οἱ πειραταὶ ἔφθασαν εἰς τὴν ἀκτὴν καὶ ἡ Ἴρμα ἀπεβιβάσθη μετὰ τοῦ πλοιάρχου, ὑπὸ τὴν προστασίαν τῶν Ἄγγλων ἀξιωματικῶν. [285,1252,498,1307]
ad-line: Ἀκτινοσκοπήσεις—Ἀκτινογραφίαι [54,2079,263,2094]
paragraph: Καὶ οὕτω ἤρξατο ἡ ἐργασία, μετὰ τῆς ἐγκρίσεως τῆς Ἀρχῆς, τὰ δὲ πρῶτα σπίτια θὰ παραδοθῶσιν ἐντὸς τοῦ μηνός. [1137,298,1350,353]
signature: (Ἀκολουθεῖ) [1504,977,1573,991]
tender-title: ΠΡΟΚΗΡΥΞΙΣ ΔΗΜΟΠΡΑΣΙΑΣ [334,1337,449,1368]
paragraph: Ἀπὸ ἄλλης μερίδος, τῶν ἀνθρώπων ὁ Καλκούττα ἔστειλε τὸν Ἰνδὸν κρότον, καὶ τὸ συμβὰν ἐνεποίησε μεγάλην ταραχὴν εἰς τὸ πλήρωμα. [285,722,498,777]
paragraph: Ἐπιδεινόμενος τὸ ἱστιοφόρον Γενοβέζικον, ἔκλεισε τὰς γέφυρας τοῦ αἰῶνος, συλλαβόντα τὸ Πορτογαλλικὸν ἀπαλλάσεν, καὶ ὑπὸ τὴν ἀντίδρασιν τῶν ἐχθρῶν ἐσκάρφαλαν τὸ πλοῖον. [47,890,270,972]
paragraph: Καὶ οὕτω ἤρξατο ἡ ἐργασία, μετὰ τῆς ἐγκρίσεως τῆς Ἀρχῆς, τὰ δὲ πρῶτα σπίτια θὰ παραδοθῶσιν ἐντὸς τοῦ μηνός. [1137,413,1350,467]
paragraph: Στάθηκα γιὰ νὰ ἀκούσω καλύτερα, καὶ τότε εἶδα ἕνα γέρο ποὺ καθότανε κάτω ἀπὸ ἕνα δέντρο. [1365,644,1573,685]
paragraph: Πάντες οὗτοι φωτογραφηθέντες ἐστάλησαν εἰς τὸ Τμῆμα Ἀσφαλείας πρὸς περαιτέρω ἀνάκρισιν. [927,492,1122,547]
signature: Ὁμοσπονδία Ποντίων [581,1549,706,1563]
paragraph: Ἡ Διεύθυνσις Δημοσίας Ὑγείας Μακεδονίας διακηρύττει ὅτι ἐκτίθεται εἰς μειοδοτικὸν διαγωνισμὸν ἡ προμήθεια τῶν κάτωθι εἰδῶν. [1137,790,1350,859]
signature: (Ἐκ τοῦ Γραφείου) [599,865,706,879]
paragraph: Καθίσταται γνωστὸν ὅτι: 1) Τὴν 10 Σεπτεμβρίου θὰ διενεργηθῶσιν εἰσιτήριοι ἐξετάσεις τῶν ὑποψηφίων μαθητῶν εἰς τὸ Διδασκαλεῖον Καστορίας. [513,1196,706,1278]
signature: Ὁ Διευθυντὴς Προνοίας — Μ. Ἀρχοντόπουλος [952,1261,1122,1289]
divider [1137,662,1350,663]
paragraph: Ὁ Πορτογάλλος πλοίαρχος ἠσθάνετο παρευθὺς τὴν σοβαρότητα τοῦ κινδύνου. Καὶ ἐν ἐπιστροφῇ ἀποφάσισε νὰ ἀνοίξῃ τὴν λύσιν. [285,594,498,649]
newspaper-name: ΜΑΚΕΔΟΝΙΑ [750,35,930,61]
paragraph: Ἀπὸ ἄλλης μερίδος, τῶν ἀνθρώπων ὁ Καλκούττα ἔστειλε τὸν Ἰνδὸν κρότον, καὶ τὸ συμβὰν ἐνεποίησε μεγάλην ταραχὴν εἰς τὸ πλήρωμα. [285,250,498,304]
divider [927,624,1122,625]
paragraph: Ὑπὸ τοῦ διοικητοῦ τῆς καταδιώξεως κ. Νικηφόρου συνελήφθησαν χθὲς οἱ ἀκόλουθοι κακοποιοί, οἵτινες διαπράξαντες τὰς κλοπάς. [927,421,1122,490]
signature: Ὁ Γραμματεύς — Μάρκος Οἰκονόμου [1137,1165,1350,1179]
article-subheadline: ΠΑΡΑ ΤΩ ΓΕΝ. ΔΙΟΙΚΗΤΗ [735,241,898,256]
paragraph: Ἡ Ὁμοσπονδία Ποντίων Θεσσαλονίκης ἀνακοινοῖ πρὸς ἅπαντας τοὺς Ποντίους πρόσφυγας ὅτι ἤρξαντο αἱ ἐργασίαι τῆς Ἐπιτροπῆς. [513,1407,706,1476]
signature: Ἐκ τῆς Γενικῆς Διευθύνσεως Ἐποικισμοῦ [1406,1144,1573,1172]
paragraph: Ἡ Ὁμοσπονδία Ποντίων Θεσσαλονίκης ἀνακοινοῖ πρὸς ἅπαντας τοὺς Ποντίους πρόσφυγας ὅτι ἤρξαντο αἱ ἐργασίαι τῆς Ἐπιτροπῆς. [513,1478,706,1547]
paragraph: Ἡ Ἐφορεία τοῦ ἐν Θεσσαλονίκῃ Ἠπειρωτικοῦ Συλλόγου ἀναγγέλλει ὅτι ἡ ἐγγραφὴ μελῶν γίνεται καθ' ἑκάστην. [1137,1108,1350,1162]
